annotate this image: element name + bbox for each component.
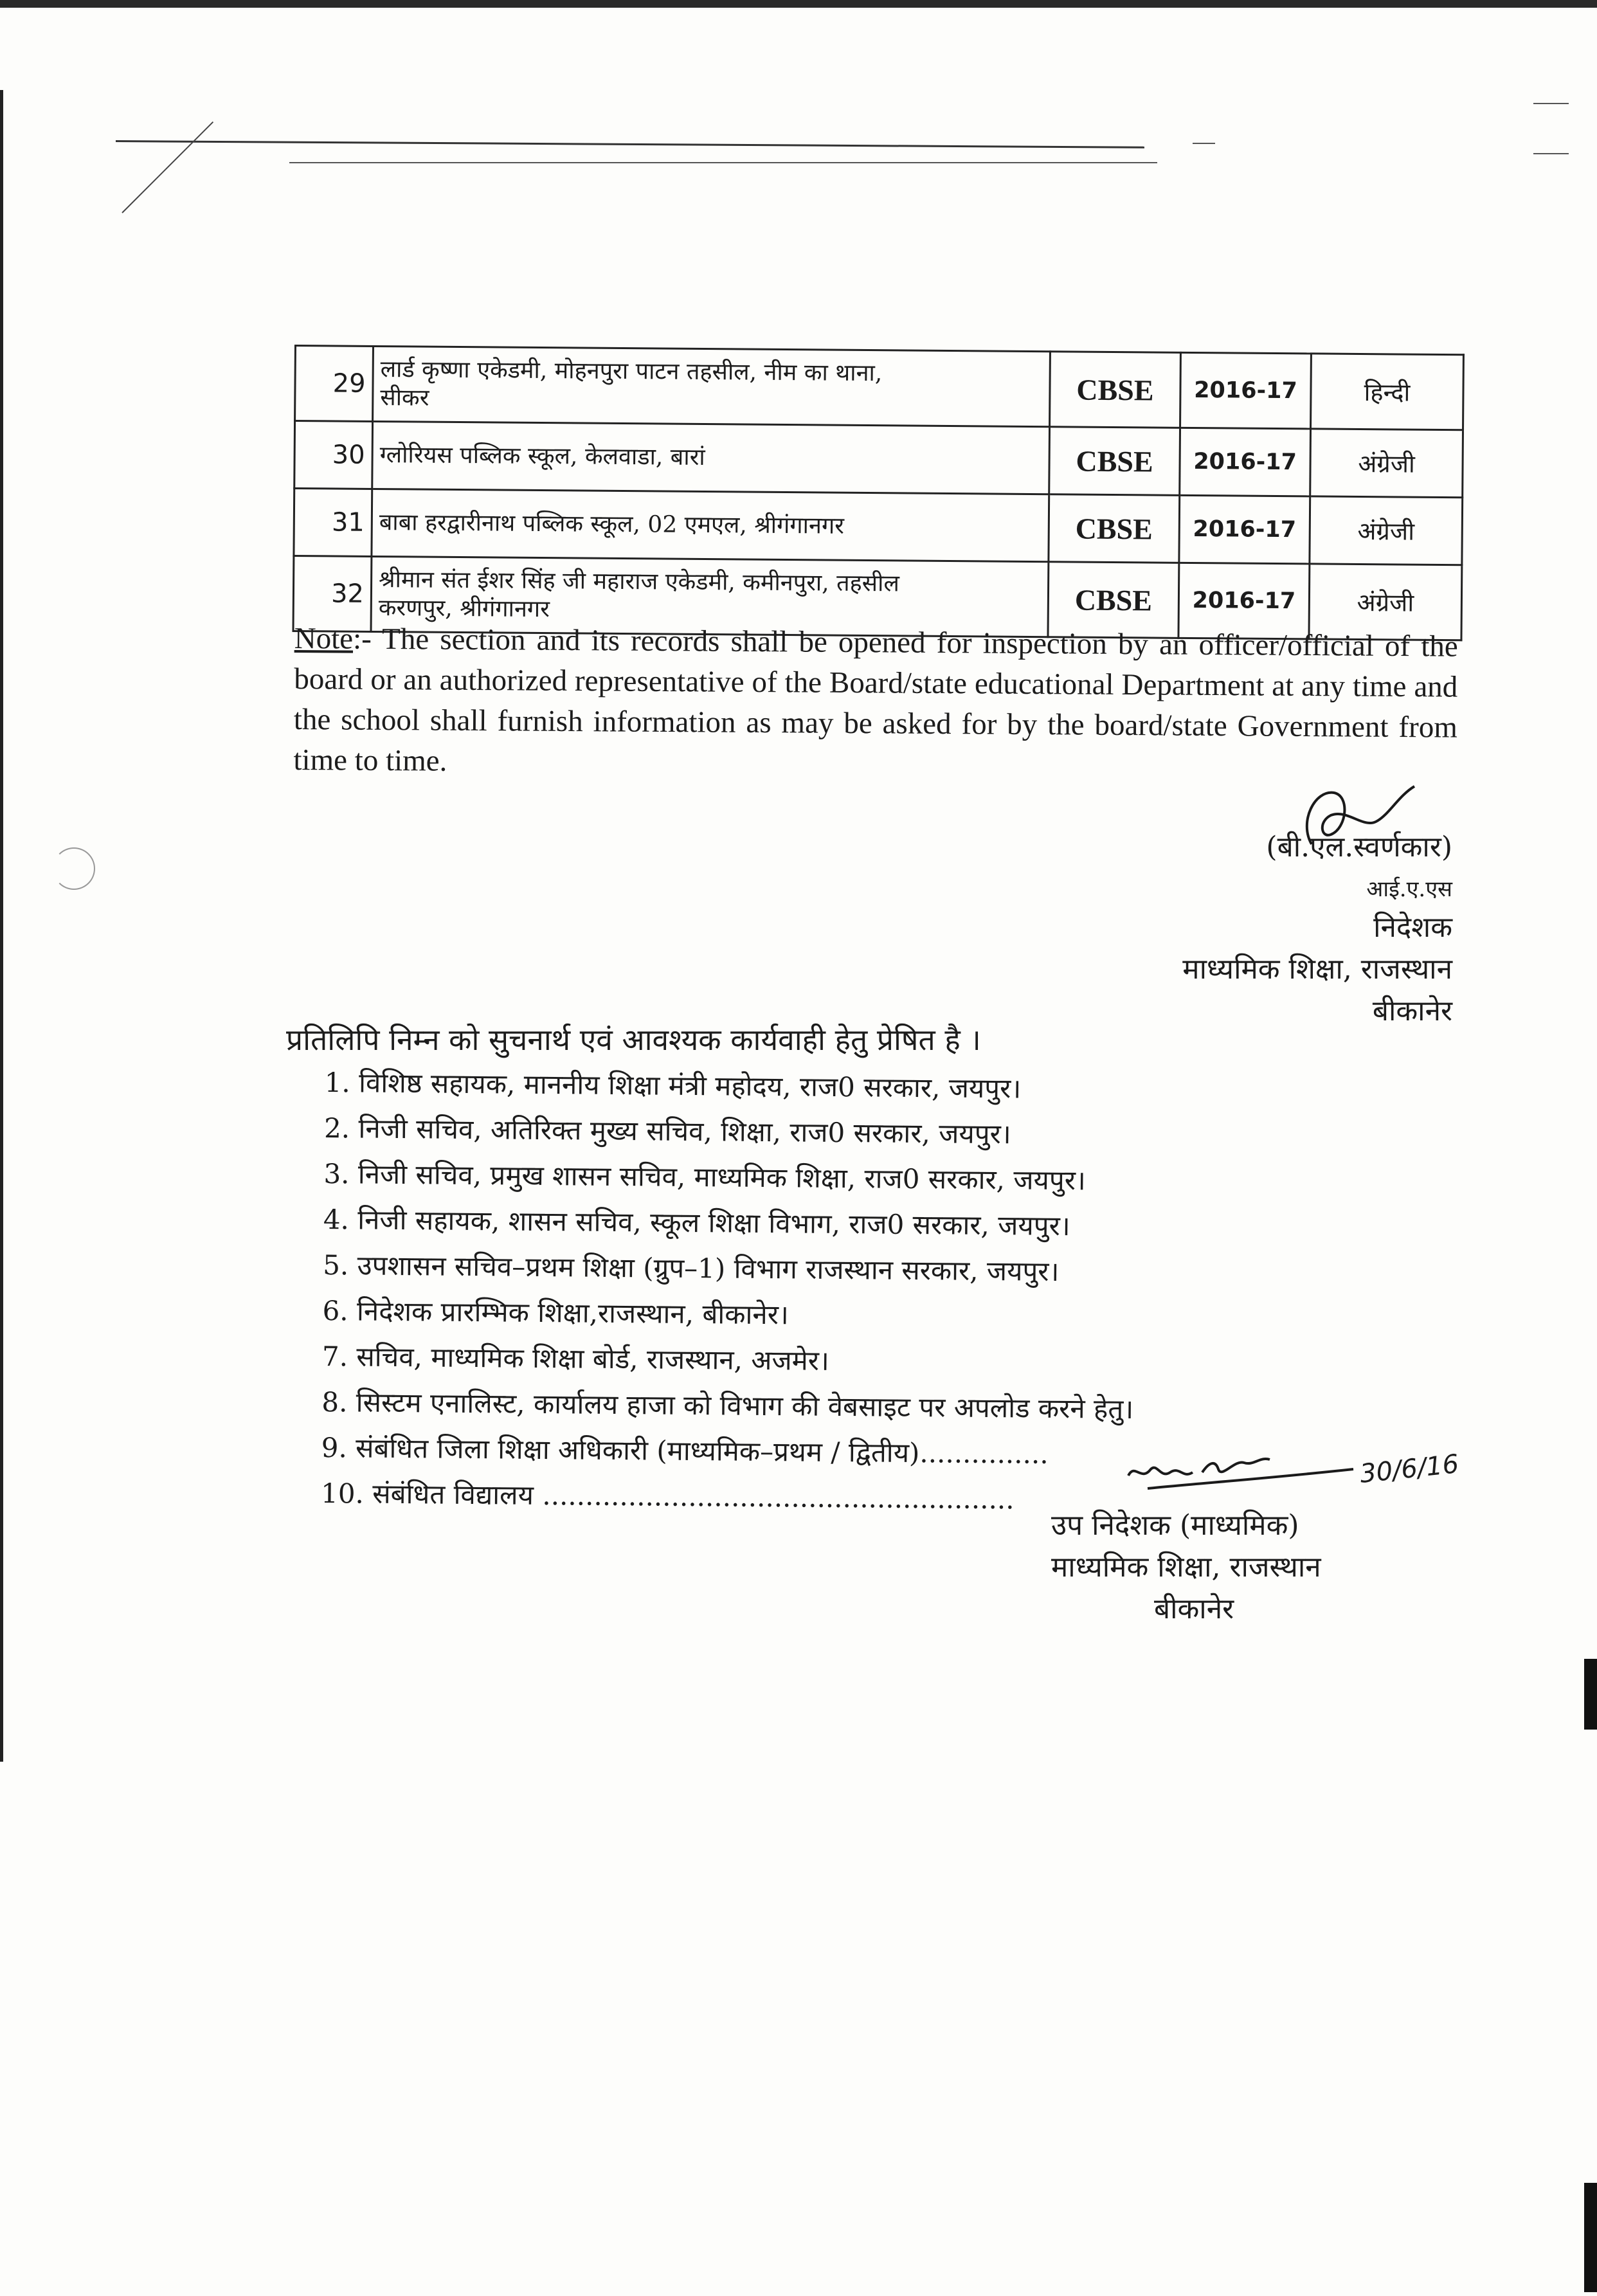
serial-number: 30 <box>294 421 373 489</box>
scan-right-mark-bottom <box>1584 2183 1597 2292</box>
header-rule <box>116 140 1144 149</box>
school-name <box>373 346 1051 426</box>
recipient-list <box>321 1060 1137 1523</box>
director-city: बीकानेर <box>1372 995 1452 1027</box>
list-item: 2. निजी सचिव, अतिरिक्त मुख्य सचिव, शिक्षा, राज0 सरकार, जयपुर। <box>323 1112 1011 1150</box>
note-label: Note <box>294 621 354 656</box>
session-cell: 2016-17 <box>1180 352 1312 429</box>
list-item: 7. सचिव, माध्यमिक शिक्षा बोर्ड, राजस्थान, अजमेर। <box>321 1340 830 1377</box>
serial-number: 32 <box>293 556 372 632</box>
school-name-line: श्रीमान संत ईशर सिंह जी महाराज एकेडमी, कमीनपुरा, तहसील <box>378 566 899 597</box>
list-item: 10. संबंधित विद्यालय ....................................................... <box>320 1477 1015 1515</box>
director-designation: निदेशक <box>1373 911 1452 944</box>
margin-dash <box>1533 153 1569 154</box>
school-records-table <box>292 345 1464 641</box>
list-item: 1. विशिष्ठ सहायक, माननीय शिक्षा मंत्री महोदय, राज0 सरकार, जयपुर। <box>324 1066 1022 1105</box>
punch-hole-mark <box>53 847 95 890</box>
list-item: 4. निजी सहायक, शासन सचिव, स्कूल शिक्षा विभाग, राज0 सरकार, जयपुर। <box>323 1203 1070 1242</box>
board-cell: CBSE <box>1049 427 1180 496</box>
school-name-line: ग्लोरियस पब्लिक स्कूल, केलवाडा, बारां <box>379 442 705 471</box>
scan-left-edge <box>0 90 3 1762</box>
medium-cell: अंग्रेजी <box>1310 429 1463 498</box>
school-name <box>372 421 1050 494</box>
board-cell: CBSE <box>1048 562 1179 638</box>
deputy-designation: उप निदेशक (माध्यमिक) <box>1051 1509 1299 1542</box>
session-cell: 2016-17 <box>1179 495 1310 564</box>
note-text: :- The section and its records shall be opened for inspection by an officer/official of the board or an authorized representative of the Board/state educational Department at any time and the school shall furnish information as may be asked for by the board/state Government from time to time. <box>293 622 1458 778</box>
pen-stroke <box>122 122 213 213</box>
scan-right-mark <box>1584 1659 1597 1730</box>
list-item: 8. सिस्टम एनालिस्ट, कार्यालय हाजा को विभाग की वेबसाइट पर अपलोड करने हेतु। <box>321 1386 1134 1425</box>
list-item: 6. निदेशक प्रारम्भिक शिक्षा,राजस्थान, बीकानेर। <box>322 1294 789 1331</box>
table-row <box>294 421 1463 498</box>
school-name <box>372 489 1049 561</box>
table-row <box>294 489 1463 565</box>
school-name-line: बाबा हरद्वारीनाथ पब्लिक स्कूल, 02 एमएल, श्रीगंगानगर <box>379 509 845 539</box>
school-name-line: करणपुर, श्रीगंगानगर <box>378 595 550 623</box>
header-rule-secondary <box>289 162 1157 163</box>
list-item: 9. संबंधित जिला शिक्षा अधिकारी (माध्यमिक–प्रथम / द्वितीय)............... <box>321 1431 1049 1470</box>
medium-cell: अंग्रेजी <box>1310 496 1463 565</box>
list-item: 3. निजी सचिव, प्रमुख शासन सचिव, माध्यमिक शिक्षा, राज0 सरकार, जयपुर। <box>323 1157 1087 1197</box>
deputy-signature <box>1122 1443 1360 1495</box>
medium-cell: हिन्दी <box>1311 354 1464 430</box>
copy-heading: प्रतिलिपि निम्न को सुचनार्थ एवं आवश्यक कार्यवाही हेतु प्रेषित है । <box>286 1022 981 1057</box>
deputy-signature-date: 30/6/16 <box>1358 1449 1461 1489</box>
session-cell: 2016-17 <box>1180 428 1311 496</box>
scan-top-edge <box>0 0 1597 8</box>
deputy-city: बीकानेर <box>1154 1593 1234 1625</box>
list-item: 5. उपशासन सचिव–प्रथम शिक्षा (ग्रुप–1) विभाग राजस्थान सरकार, जयपुर। <box>322 1249 1060 1287</box>
school-name-line: सीकर <box>380 384 429 411</box>
inspection-note <box>293 619 1458 789</box>
table-row <box>295 346 1464 430</box>
margin-dash <box>1533 103 1569 104</box>
board-cell: CBSE <box>1050 352 1181 428</box>
director-office: माध्यमिक शिक्षा, राजस्थान <box>1182 953 1452 986</box>
serial-number: 29 <box>295 346 374 422</box>
session-cell: 2016-17 <box>1178 563 1310 639</box>
board-cell: CBSE <box>1049 494 1180 563</box>
margin-dash <box>1193 143 1215 144</box>
school-name-line: लार्ड कृष्णा एकेडमी, मोहनपुरा पाटन तहसील, नीम का थाना, <box>380 356 883 387</box>
deputy-office: माध्यमिक शिक्षा, राजस्थान <box>1051 1551 1321 1584</box>
medium-cell: अंग्रेजी <box>1309 564 1462 640</box>
serial-number: 31 <box>294 489 372 557</box>
director-service: आई.ए.एस <box>1366 876 1452 902</box>
director-name: (बी.एल.स्वर्णकार) <box>1266 831 1452 863</box>
